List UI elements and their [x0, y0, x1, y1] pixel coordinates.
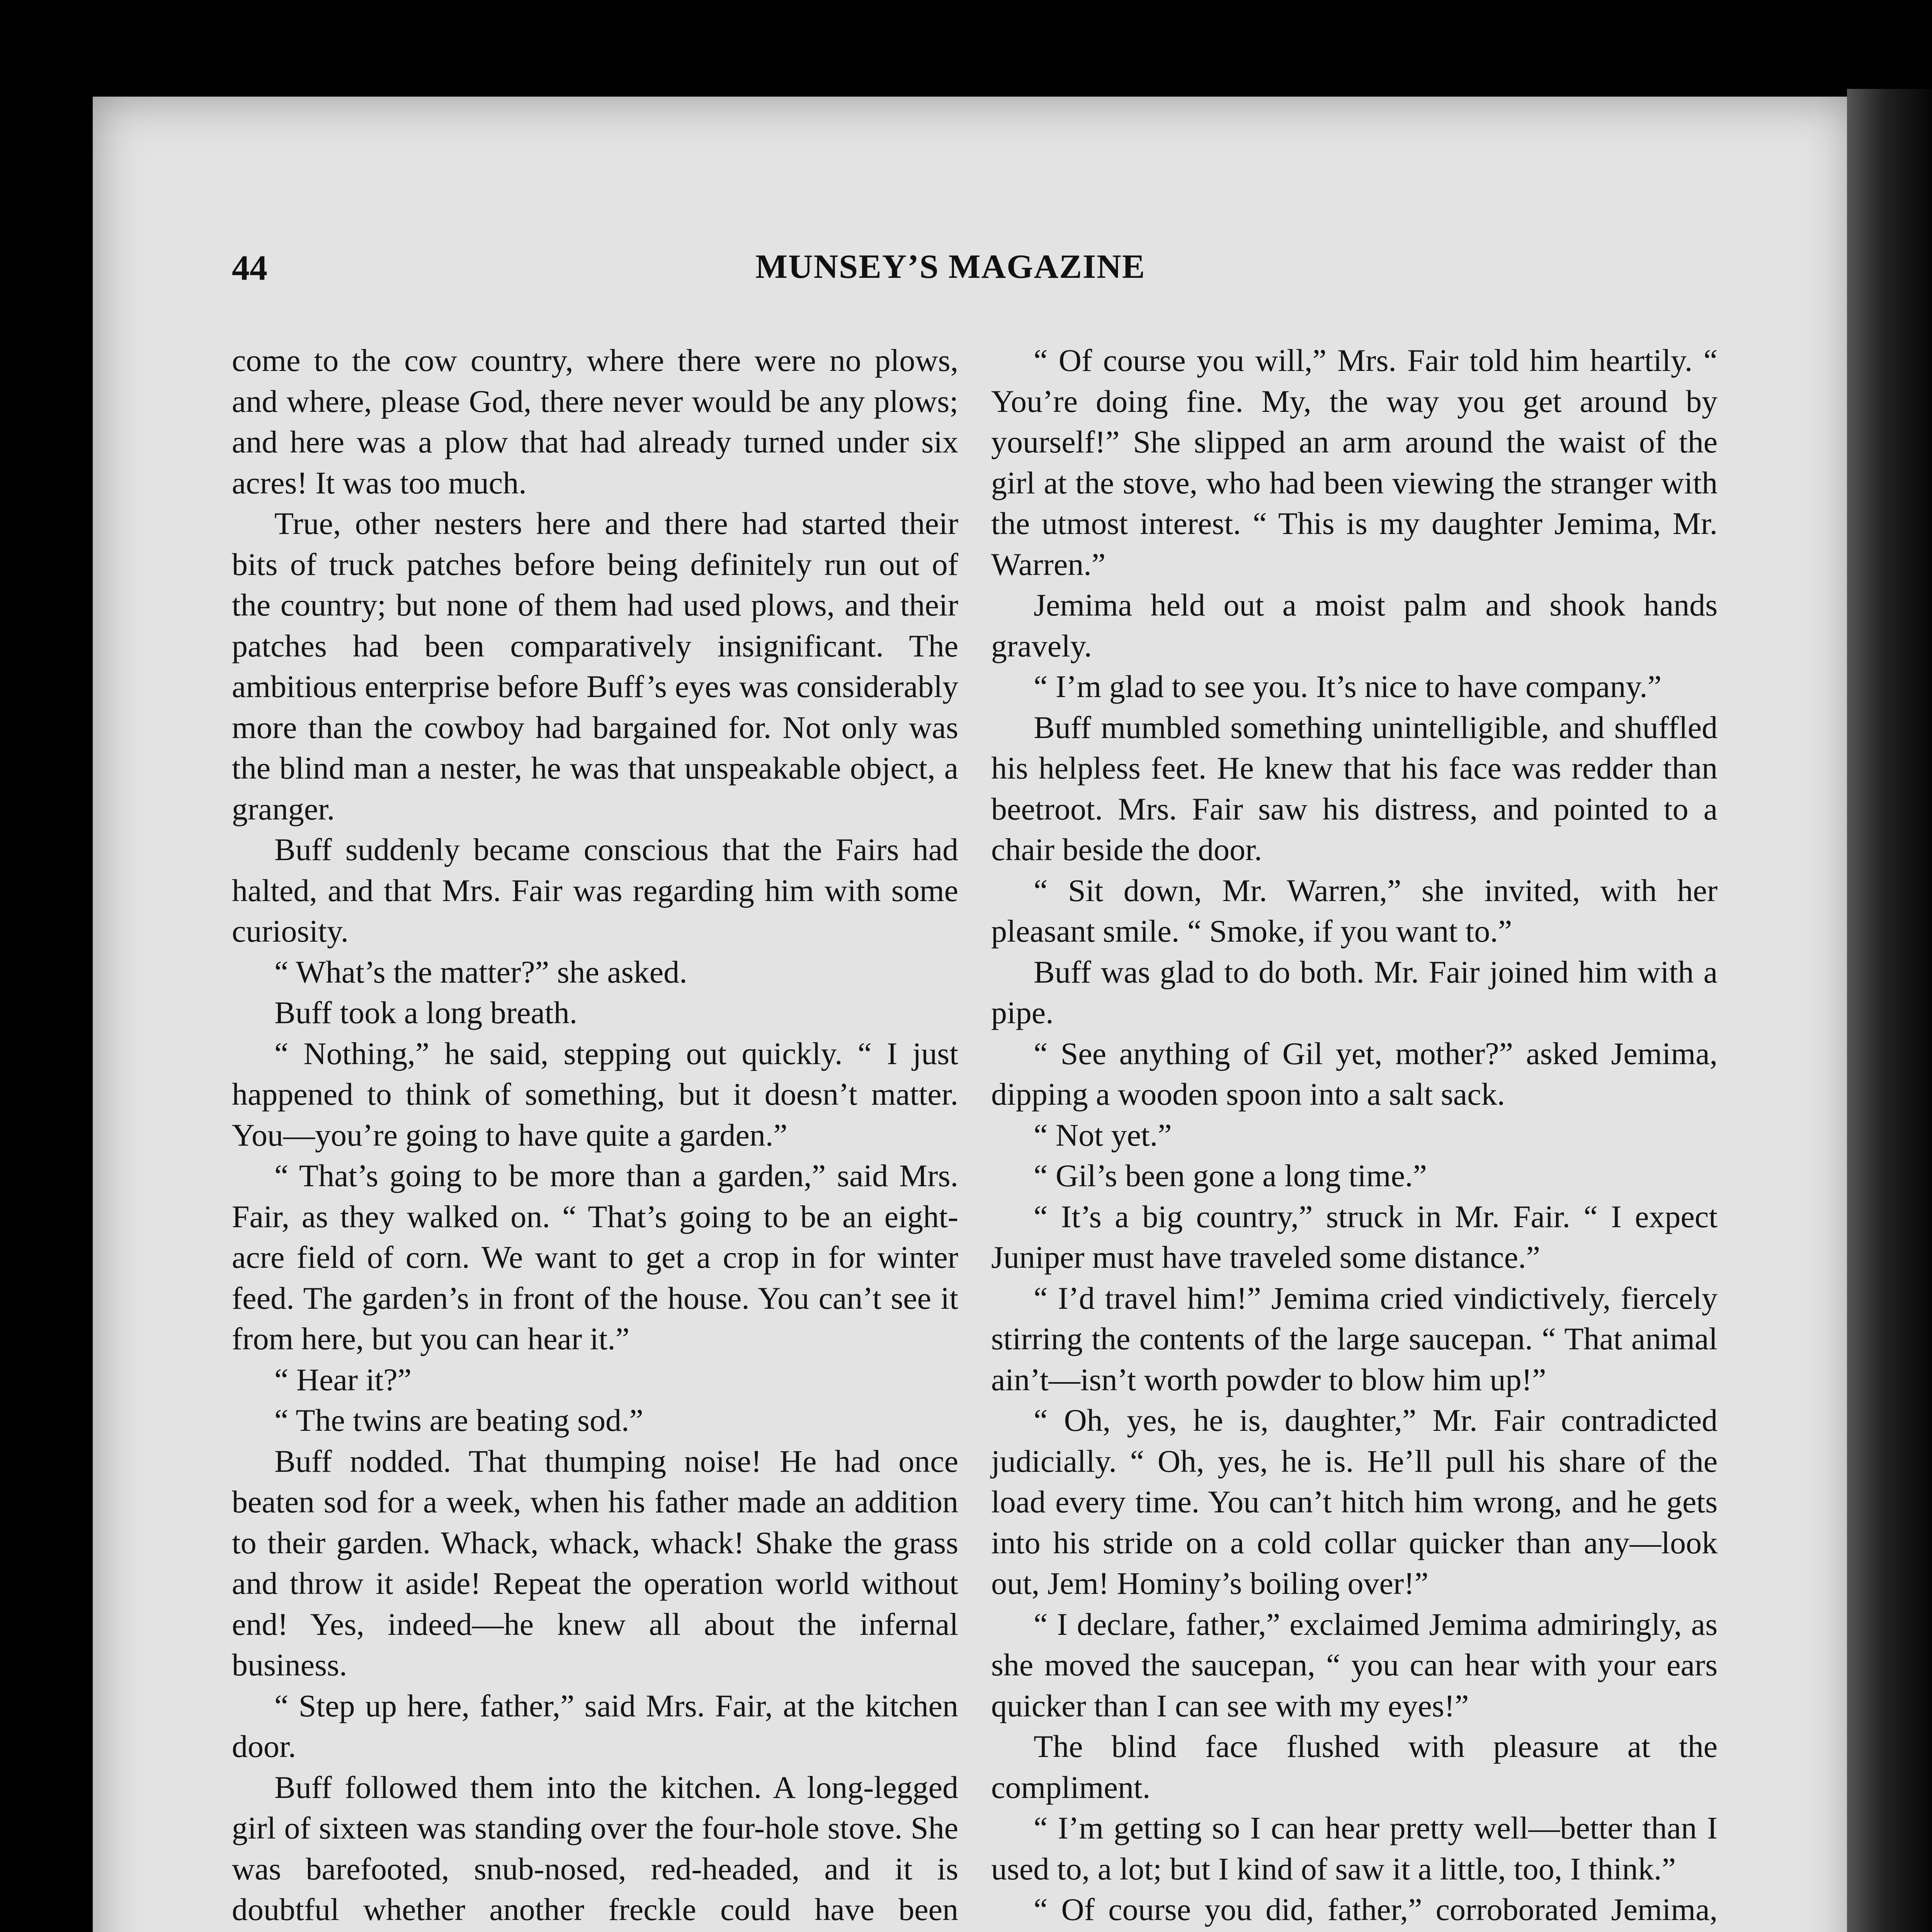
- left-column: [232, 340, 958, 1932]
- paragraph: “ Nothing,” he said, stepping out quickly. “ I just happened to think of something, but it doesn’t matter. You—you’re going to have quite a garden.”: [232, 1036, 958, 1153]
- paragraph: “ See anything of Gil yet, mother?” asked Jemima, dipping a wooden spoon into a salt sack.: [991, 1036, 1718, 1112]
- paragraph: “ Of course you did, father,” corroborated Jemima,: [1034, 1892, 1718, 1927]
- paragraph: “ I’m glad to see you. It’s nice to have company.”: [1034, 669, 1662, 704]
- page-edge-shadow: [1847, 89, 1932, 1932]
- paragraph: “ Oh, yes, he is, daughter,” Mr. Fair contradicted judicially. “ Oh, yes, he is. He’ll pull his share of the load every time. You can’t hitch him wrong, and he gets into his stride on a cold collar quicker than any—look out, Jem! Hominy’s boiling over!”: [991, 1403, 1718, 1601]
- paragraph: “ Step up here, father,” said Mrs. Fair, at the kitchen door.: [232, 1688, 958, 1764]
- paragraph: “ It’s a big country,” struck in Mr. Fair. “ I expect Juniper must have traveled some distance.”: [991, 1199, 1718, 1275]
- paragraph: “ I’m getting so I can hear pretty well—better than I used to, a lot; but I kind of saw it a little, too, I think.”: [991, 1810, 1718, 1886]
- paragraph: Buff suddenly became conscious that the Fairs had halted, and that Mrs. Fair was regarding him with some curiosity.: [232, 832, 958, 949]
- page-header: [232, 247, 1213, 305]
- right-column: [991, 340, 1718, 1932]
- paragraph: Buff nodded. That thumping noise! He had once beaten sod for a week, when his father made an addition to their garden. Whack, whack, whack! Shake the grass and throw it aside! Repeat the operation world without end! Yes, indeed—he knew all about the infernal business.: [232, 1443, 958, 1682]
- paragraph: True, other nesters here and there had started their bits of truck patches before being definitely run out of the country; but none of them had used plows, and their patches had been comparatively insignificant. The ambitious enterprise before Buff’s eyes was considerably more than the cowboy had bargained for. Not only was the blind man a nester, he was that unspeakable object, a granger.: [232, 506, 958, 827]
- paragraph: “ Gil’s been gone a long time.”: [1034, 1158, 1427, 1193]
- paragraph: “ I declare, father,” exclaimed Jemima admiringly, as she moved the saucepan, “ you can hear with your ears quicker than I can see with my eyes!”: [991, 1606, 1718, 1723]
- paragraph: “ What’s the matter?” she asked.: [274, 954, 687, 990]
- paragraph: The blind face flushed with pleasure at the compliment.: [991, 1729, 1718, 1805]
- paragraph: Buff followed them into the kitchen. A long-legged girl of sixteen was standing over the four-hole stove. She was barefooted, snub-nosed, red-headed, and it is doubtful whether another freckle could have been: [232, 1769, 958, 1927]
- paragraph: “ I’d travel him!” Jemima cried vindictively, fiercely stirring the contents of the large saucepan. “ That animal ain’t—isn’t worth powder to blow him up!”: [991, 1280, 1718, 1397]
- paragraph: Buff took a long breath.: [274, 995, 578, 1030]
- page-number: 44: [232, 248, 267, 287]
- paragraph: “ Sit down, Mr. Warren,” she invited, with her pleasant smile. “ Smoke, if you want to.”: [991, 872, 1718, 949]
- paragraph: Buff was glad to do both. Mr. Fair joined him with a pipe.: [991, 954, 1718, 1030]
- running-head: MUNSEY’S MAGAZINE: [755, 248, 1146, 286]
- paragraph: Jemima held out a moist palm and shook hands gravely.: [991, 587, 1718, 663]
- paragraph: “ Of course you will,” Mrs. Fair told him heartily. “ You’re doing fine. My, the way you get around by yourself!” She slipped an arm around the waist of the girl at the stove, who had been viewing the stranger with the utmost interest. “ This is my daughter Jemima, Mr. Warren.”: [991, 343, 1718, 582]
- paragraph: “ Hear it?”: [274, 1362, 412, 1397]
- paragraph: come to the cow country, where there were no plows, and where, please God, there never would be any plows; and here was a plow that had already turned under six acres! It was too much.: [232, 343, 958, 500]
- paragraph: “ That’s going to be more than a garden,” said Mrs. Fair, as they walked on. “ That’s going to be an eight-acre field of corn. We want to get a crop in for winter feed. The garden’s in front of the house. You can’t see it from here, but you can hear it.”: [232, 1158, 958, 1356]
- paragraph: Buff mumbled something unintelligible, and shuffled his helpless feet. He knew that his face was redder than beetroot. Mrs. Fair saw his distress, and pointed to a chair beside the door.: [991, 709, 1718, 867]
- paragraph: “ The twins are beating sod.”: [274, 1403, 643, 1438]
- paragraph: “ Not yet.”: [1034, 1117, 1172, 1153]
